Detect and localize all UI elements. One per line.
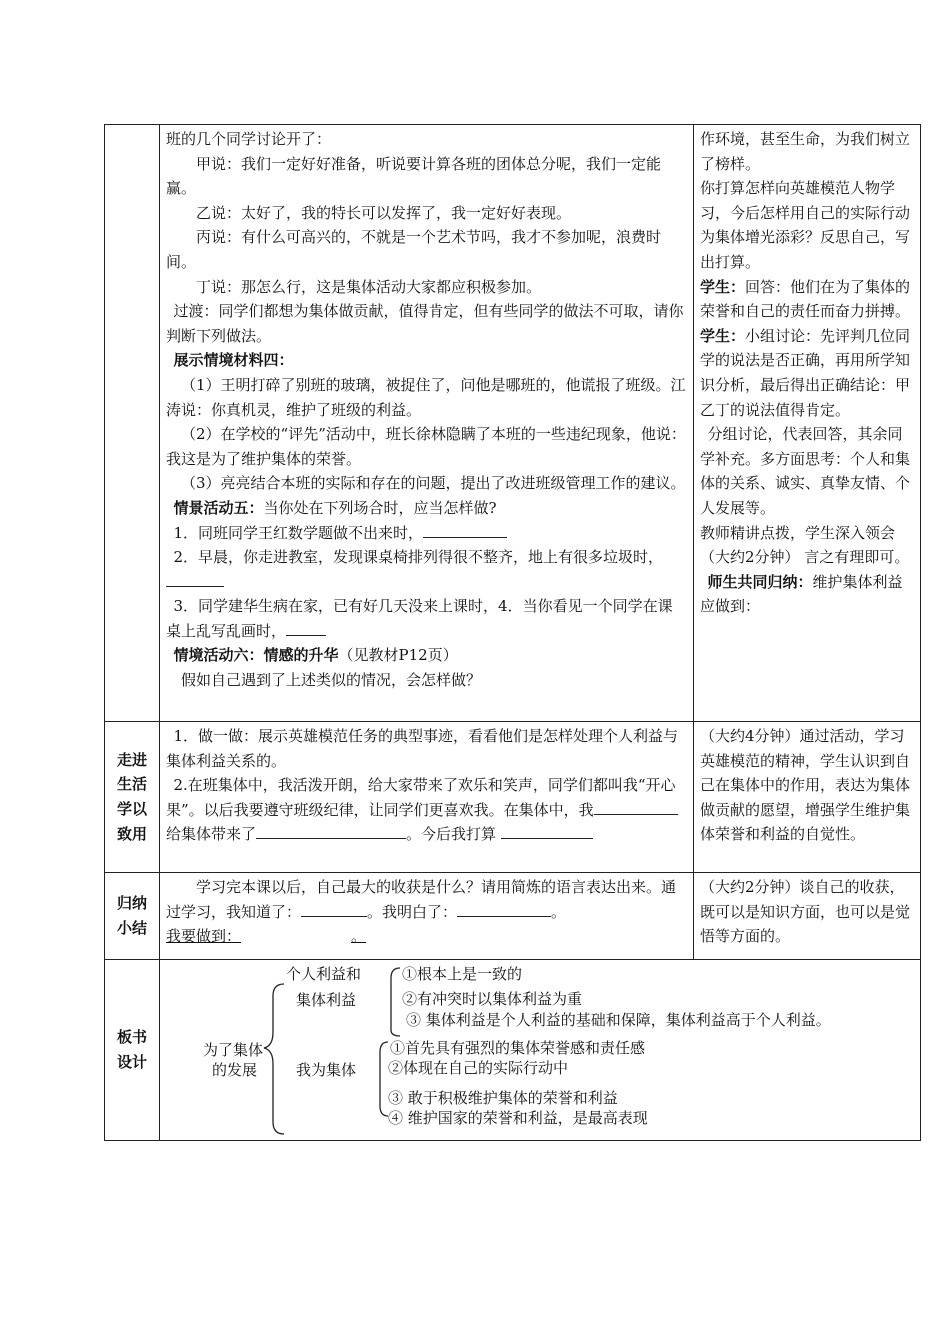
teacher-notes: [694, 125, 921, 722]
board-design-row: [105, 960, 921, 1141]
board-point: ①根本上是一致的: [402, 965, 523, 983]
board-branch-a: 个人利益和: [286, 965, 362, 983]
note-text: 分组讨论，代表回答，其余同学补充。多方面思考：个人和集体的关系、诚实、真挚友情、个人发展等。: [700, 425, 911, 517]
board-branch-a: 集体利益: [296, 991, 357, 1009]
answer-blank: [301, 900, 367, 917]
brace-a: [391, 968, 400, 1036]
text-line: 假如自己遇到了上述类似的情况，会怎样做？: [181, 671, 482, 690]
text-line: 甲说：我们一定好好准备，听说要计算各班的团体总分呢，我们一定能赢。: [166, 154, 662, 198]
activity-content: [160, 125, 694, 722]
note-item: [700, 570, 914, 619]
answer-blank: [457, 900, 551, 917]
text-line: 2.在班集体中，我活泼开朗，给大家带来了欢乐和笑声，同学们都叫我“开心果”。以后我要遵守班级纪律，让同学们更喜欢我。在集体中，我: [166, 776, 676, 819]
text-line: 丁说：那怎么行，这是集体活动大家都应积极参加。: [196, 277, 542, 296]
note-text: 教师精讲点拨，学生深入领会（大约2分钟） 言之有理即可。: [700, 523, 910, 567]
section-heading: 情景活动五：: [173, 498, 264, 517]
note-text: 小组讨论：先评判几位同学的说法是否正确，再用所学知识分析，最后得出正确结论：甲乙丁的说法值得肯定。: [700, 326, 911, 419]
text-line: 丙说：有什么可高兴的，不就是一个艺术节吗，我才不参加呢，浪费时间。: [166, 228, 662, 271]
question-text: 2．早晨，你走进教室，发现课桌椅排列得很不整齐，地上有很多垃圾时，: [173, 548, 664, 567]
note-label: 学生：: [700, 326, 746, 345]
summary-row: [105, 873, 921, 960]
answer-blank: [423, 521, 507, 538]
brace-b: [380, 1042, 388, 1116]
note-text: 维护集体利益应做到：: [700, 572, 903, 616]
answer-blank: [286, 619, 326, 636]
text-line: 。: [351, 927, 367, 946]
answer-blank: [501, 822, 593, 839]
row-label: 走进生活学以致用: [105, 722, 160, 873]
lesson-plan-table: [104, 124, 921, 1141]
board-point: ③ 敢于积极维护集体的荣誉和利益: [388, 1089, 618, 1107]
teacher-notes: （大约4分钟）通过活动，学习英雄模范的精神，学生认识到自己在集体中的作用，表达为集体做贡献的愿望，增强学生维护集体荣誉和利益的自觉性。: [694, 722, 921, 873]
question-text: 3．同学建华生病在家，已有好几天没来上课时，4．当你看见一个同学在课桌上乱写乱画时，: [166, 597, 673, 640]
outer-brace: [264, 984, 284, 1134]
application-row: [105, 722, 921, 873]
row-label-empty: [105, 125, 160, 722]
transition-text: 过渡：同学们都想为集体做贡献，值得肯定，但有些同学的做法不可取，请你判断下列做法。: [166, 302, 684, 345]
section-heading: 展示情境材料四：: [173, 351, 294, 370]
question-item: [166, 594, 687, 643]
answer-blank: [594, 798, 678, 815]
text-line: 给集体带来了: [166, 825, 257, 844]
answer-blank: [256, 822, 406, 839]
row-label: 归纳小结: [105, 873, 160, 960]
scenario-item: （2）在学校的“评先”活动中，班长徐林隐瞒了本班的一些违纪现象，他说：我这是为了维护集体的荣誉。: [166, 425, 686, 468]
question-item: [166, 545, 687, 594]
board-diagram: [160, 960, 921, 1141]
text-line: （见教材P12页）: [338, 646, 458, 665]
note-item: [700, 275, 914, 324]
note-text: 回答：他们在为了集体的荣誉和自己的责任而奋力拼搏。: [700, 277, 911, 321]
note-text: 你打算怎样向英雄模范人物学习，今后怎样用自己的实际行动为集体增光添彩？反思自己，写出打算。: [700, 179, 911, 271]
text-line: 班的几个同学讨论开了：: [166, 130, 332, 148]
fill-in-item: [166, 773, 687, 847]
board-root: 为了集体: [203, 1041, 264, 1059]
scenario-item: （1）王明打碎了别班的玻璃，被捉住了，问他是哪班的，他谎报了班级。江涛说：你真机灵，维护了班级的利益。: [166, 375, 686, 419]
text-line: 。我明白了：: [367, 902, 458, 921]
text-line: 当你处在下列场合时，应当怎样做?: [263, 498, 497, 517]
fill-in-item: [166, 875, 687, 924]
board-point: ②体现在自己的实际行动中: [388, 1059, 569, 1077]
text-line: 乙说：太好了，我的特长可以发挥了，我一定好好表现。: [196, 203, 572, 222]
board-branch-b: 我为集体: [296, 1061, 357, 1079]
text-line: 学习完本课以后，自己最大的收获是什么？请用简炼的语言表达出来。通过学习，我知道了：: [166, 878, 677, 921]
activity-five: [166, 496, 687, 521]
scenario-item: （3）亮亮结合本班的实际和存在的问题，提出了改进班级管理工作的建议。: [181, 474, 686, 493]
note-label: 学生：: [700, 277, 746, 296]
activity-six: [166, 643, 687, 668]
application-content: [160, 722, 694, 873]
activity-row: [105, 125, 921, 722]
text-line: 我要做到：: [166, 927, 242, 946]
text-line: 1．做一做：展示英雄模范任务的典型事迹，看看他们是怎样处理个人利益与集体利益关系的。: [166, 727, 679, 770]
board-root: 的发展: [212, 1061, 258, 1079]
text-line: 。: [551, 902, 567, 921]
board-point: ④ 维护国家的荣誉和利益，是最高表现: [388, 1109, 648, 1127]
summary-content: [160, 873, 694, 960]
fill-in-item: [166, 924, 687, 949]
row-label: 板书设计: [105, 960, 160, 1141]
board-point: ①首先具有强烈的集体荣誉感和责任感: [390, 1039, 646, 1057]
text-line: 。今后我打算: [406, 825, 497, 844]
board-point: ②有冲突时以集体利益为重: [402, 990, 583, 1008]
note-label: 师生共同归纳：: [707, 572, 813, 591]
board-point: ③ 集体利益是个人利益的基础和保障，集体利益高于个人利益。: [406, 1011, 831, 1029]
question-item: [166, 521, 687, 546]
teacher-notes: （大约2分钟）谈自己的收获，既可以是知识方面，也可以是觉悟等方面的。: [694, 873, 921, 960]
section-heading: 情境活动六：情感的升华: [173, 646, 339, 665]
note-item: [700, 324, 914, 422]
answer-blank: [166, 570, 224, 587]
note-text: 作环境，甚至生命，为我们树立了榜样。: [700, 130, 911, 173]
question-text: 1．同班同学王红数学题做不出来时，: [173, 523, 424, 542]
